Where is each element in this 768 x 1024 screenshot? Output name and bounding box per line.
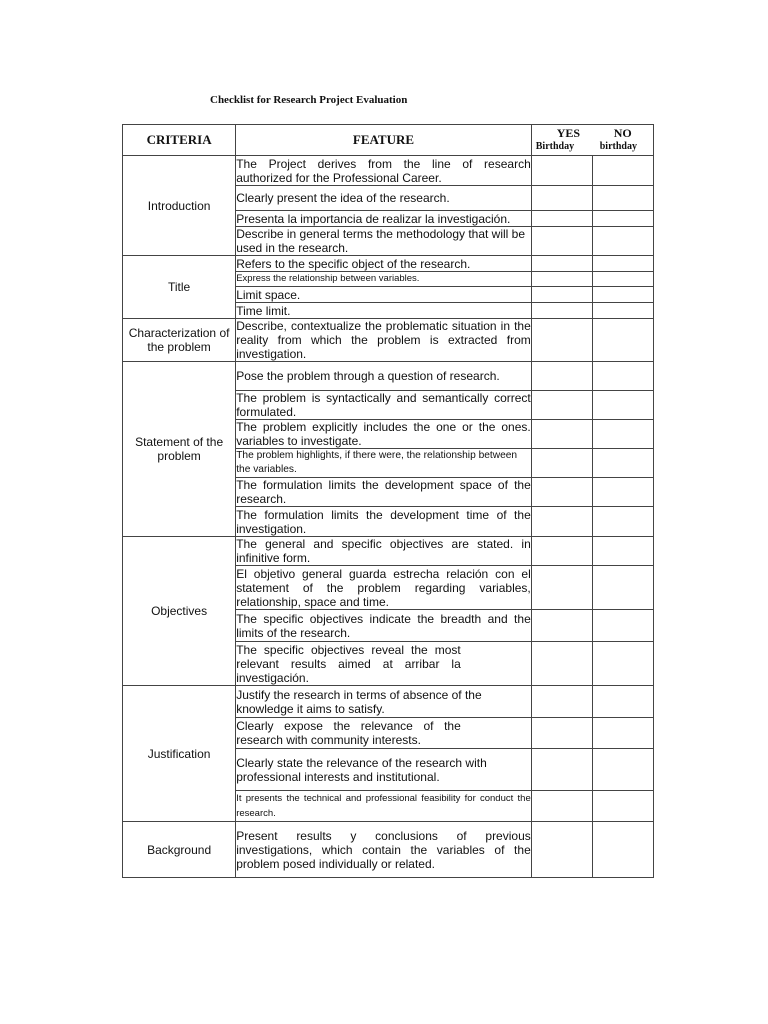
feature-cell: It presents the technical and professional feasibility for conduct the research. xyxy=(236,791,532,822)
feature-cell: Clearly present the idea of the research. xyxy=(236,186,532,211)
yes-checkbox-cell[interactable] xyxy=(531,272,592,287)
yes-checkbox-cell[interactable] xyxy=(531,303,592,319)
no-checkbox-cell[interactable] xyxy=(592,420,653,449)
feature-cell: The problem highlights, if there were, the relationship between the variables. xyxy=(236,449,532,478)
feature-cell: Describe, contextualize the problematic situation in the reality from which the problem is extracted from investigation. xyxy=(236,319,531,361)
yes-checkbox-cell[interactable] xyxy=(531,156,592,186)
checklist-table xyxy=(122,124,654,878)
no-checkbox-cell[interactable] xyxy=(592,566,653,610)
no-checkbox-cell[interactable] xyxy=(592,507,653,537)
feature-cell: Justify the research in terms of absence of the knowledge it aims to satisfy. xyxy=(236,686,532,718)
table-row xyxy=(123,319,654,362)
feature-cell: Clearly state the relevance of the research with professional interests and institutional. xyxy=(236,749,532,791)
no-checkbox-cell[interactable] xyxy=(592,642,653,686)
yes-checkbox-cell[interactable] xyxy=(531,420,592,449)
table-row xyxy=(123,686,654,718)
document-title: Checklist for Research Project Evaluation xyxy=(210,94,408,106)
table-row xyxy=(123,256,654,272)
feature-cell: The Project derives from the line of research authorized for the Professional Career. xyxy=(236,156,531,185)
no-checkbox-cell[interactable] xyxy=(592,211,653,227)
no-checkbox-cell[interactable] xyxy=(592,391,653,420)
yes-checkbox-cell[interactable] xyxy=(531,227,592,256)
header-birthday-yes: Birthday xyxy=(535,141,575,152)
yes-checkbox-cell[interactable] xyxy=(531,566,592,610)
no-checkbox-cell[interactable] xyxy=(592,749,653,791)
feature-cell: Presenta la importancia de realizar la investigación. xyxy=(236,211,532,227)
header-no: NO xyxy=(613,126,632,140)
yes-checkbox-cell[interactable] xyxy=(531,749,592,791)
yes-checkbox-cell[interactable] xyxy=(531,791,592,822)
feature-cell: The specific objectives reveal the most relevant results aimed at arribar la investigación. xyxy=(236,642,532,686)
no-checkbox-cell[interactable] xyxy=(592,449,653,478)
no-checkbox-cell[interactable] xyxy=(592,718,653,749)
yes-checkbox-cell[interactable] xyxy=(531,391,592,420)
criteria-statement: Statement of the problem xyxy=(123,362,236,537)
criteria-objectives: Objectives xyxy=(123,537,236,686)
feature-cell: El objetivo general guarda estrecha relación con el statement of the problem regarding variables, relationship, space and time. xyxy=(236,566,531,609)
table-row xyxy=(123,362,654,391)
yes-checkbox-cell[interactable] xyxy=(531,686,592,718)
no-checkbox-cell[interactable] xyxy=(592,272,653,287)
feature-cell: Refers to the specific object of the research. xyxy=(236,256,532,272)
no-checkbox-cell[interactable] xyxy=(592,303,653,319)
no-checkbox-cell[interactable] xyxy=(592,256,653,272)
header-birthday-no: birthday xyxy=(599,141,637,152)
yes-checkbox-cell[interactable] xyxy=(531,537,592,566)
feature-cell: The specific objectives indicate the breadth and the limits of the research. xyxy=(236,611,531,640)
table-row xyxy=(123,537,654,566)
no-checkbox-cell[interactable] xyxy=(592,822,653,878)
table-row xyxy=(123,822,654,878)
header-yes-no xyxy=(531,125,653,156)
header-yes: YES xyxy=(556,126,581,140)
criteria-introduction: Introduction xyxy=(123,156,236,256)
yes-checkbox-cell[interactable] xyxy=(531,642,592,686)
feature-cell: Express the relationship between variables. xyxy=(236,272,532,287)
yes-checkbox-cell[interactable] xyxy=(531,718,592,749)
yes-checkbox-cell[interactable] xyxy=(531,610,592,642)
no-checkbox-cell[interactable] xyxy=(592,610,653,642)
no-checkbox-cell[interactable] xyxy=(592,186,653,211)
yes-checkbox-cell[interactable] xyxy=(531,186,592,211)
yes-checkbox-cell[interactable] xyxy=(531,362,592,391)
feature-cell: Limit space. xyxy=(236,287,532,303)
yes-checkbox-cell[interactable] xyxy=(531,507,592,537)
no-checkbox-cell[interactable] xyxy=(592,537,653,566)
feature-cell: Present results y conclusions of previous investigations, which contain the variables of the problem posed individually or related. xyxy=(236,822,532,878)
no-checkbox-cell[interactable] xyxy=(592,319,653,362)
feature-cell: Time limit. xyxy=(236,303,532,319)
no-checkbox-cell[interactable] xyxy=(592,791,653,822)
no-checkbox-cell[interactable] xyxy=(592,156,653,186)
no-checkbox-cell[interactable] xyxy=(592,287,653,303)
yes-checkbox-cell[interactable] xyxy=(531,256,592,272)
feature-cell: The problem explicitly includes the one or the ones. variables to investigate. xyxy=(236,420,531,448)
yes-checkbox-cell[interactable] xyxy=(531,449,592,478)
feature-cell: The problem is syntactically and semantically correct formulated. xyxy=(236,391,531,419)
feature-cell: Clearly expose the relevance of the research with community interests. xyxy=(236,718,532,749)
table-row xyxy=(123,156,654,186)
no-checkbox-cell[interactable] xyxy=(592,362,653,391)
feature-cell: The formulation limits the development time of the investigation. xyxy=(236,507,531,536)
yes-checkbox-cell[interactable] xyxy=(531,211,592,227)
criteria-background: Background xyxy=(123,822,236,878)
criteria-title: Title xyxy=(123,256,236,319)
header-row xyxy=(123,125,654,156)
yes-checkbox-cell[interactable] xyxy=(531,319,592,362)
no-checkbox-cell[interactable] xyxy=(592,686,653,718)
criteria-justification: Justification xyxy=(123,686,236,822)
feature-cell: The general and specific objectives are stated. in infinitive form. xyxy=(236,537,531,565)
header-feature: FEATURE xyxy=(236,125,532,156)
feature-cell: The formulation limits the development space of the research. xyxy=(236,478,531,506)
no-checkbox-cell[interactable] xyxy=(592,478,653,507)
yes-checkbox-cell[interactable] xyxy=(531,287,592,303)
header-criteria: CRITERIA xyxy=(123,125,236,156)
yes-checkbox-cell[interactable] xyxy=(531,478,592,507)
criteria-characterization: Characterization of the problem xyxy=(123,319,236,362)
yes-checkbox-cell[interactable] xyxy=(531,822,592,878)
feature-cell: Describe in general terms the methodology that will be used in the research. xyxy=(236,227,532,256)
feature-cell: Pose the problem through a question of research. xyxy=(236,362,532,391)
no-checkbox-cell[interactable] xyxy=(592,227,653,256)
